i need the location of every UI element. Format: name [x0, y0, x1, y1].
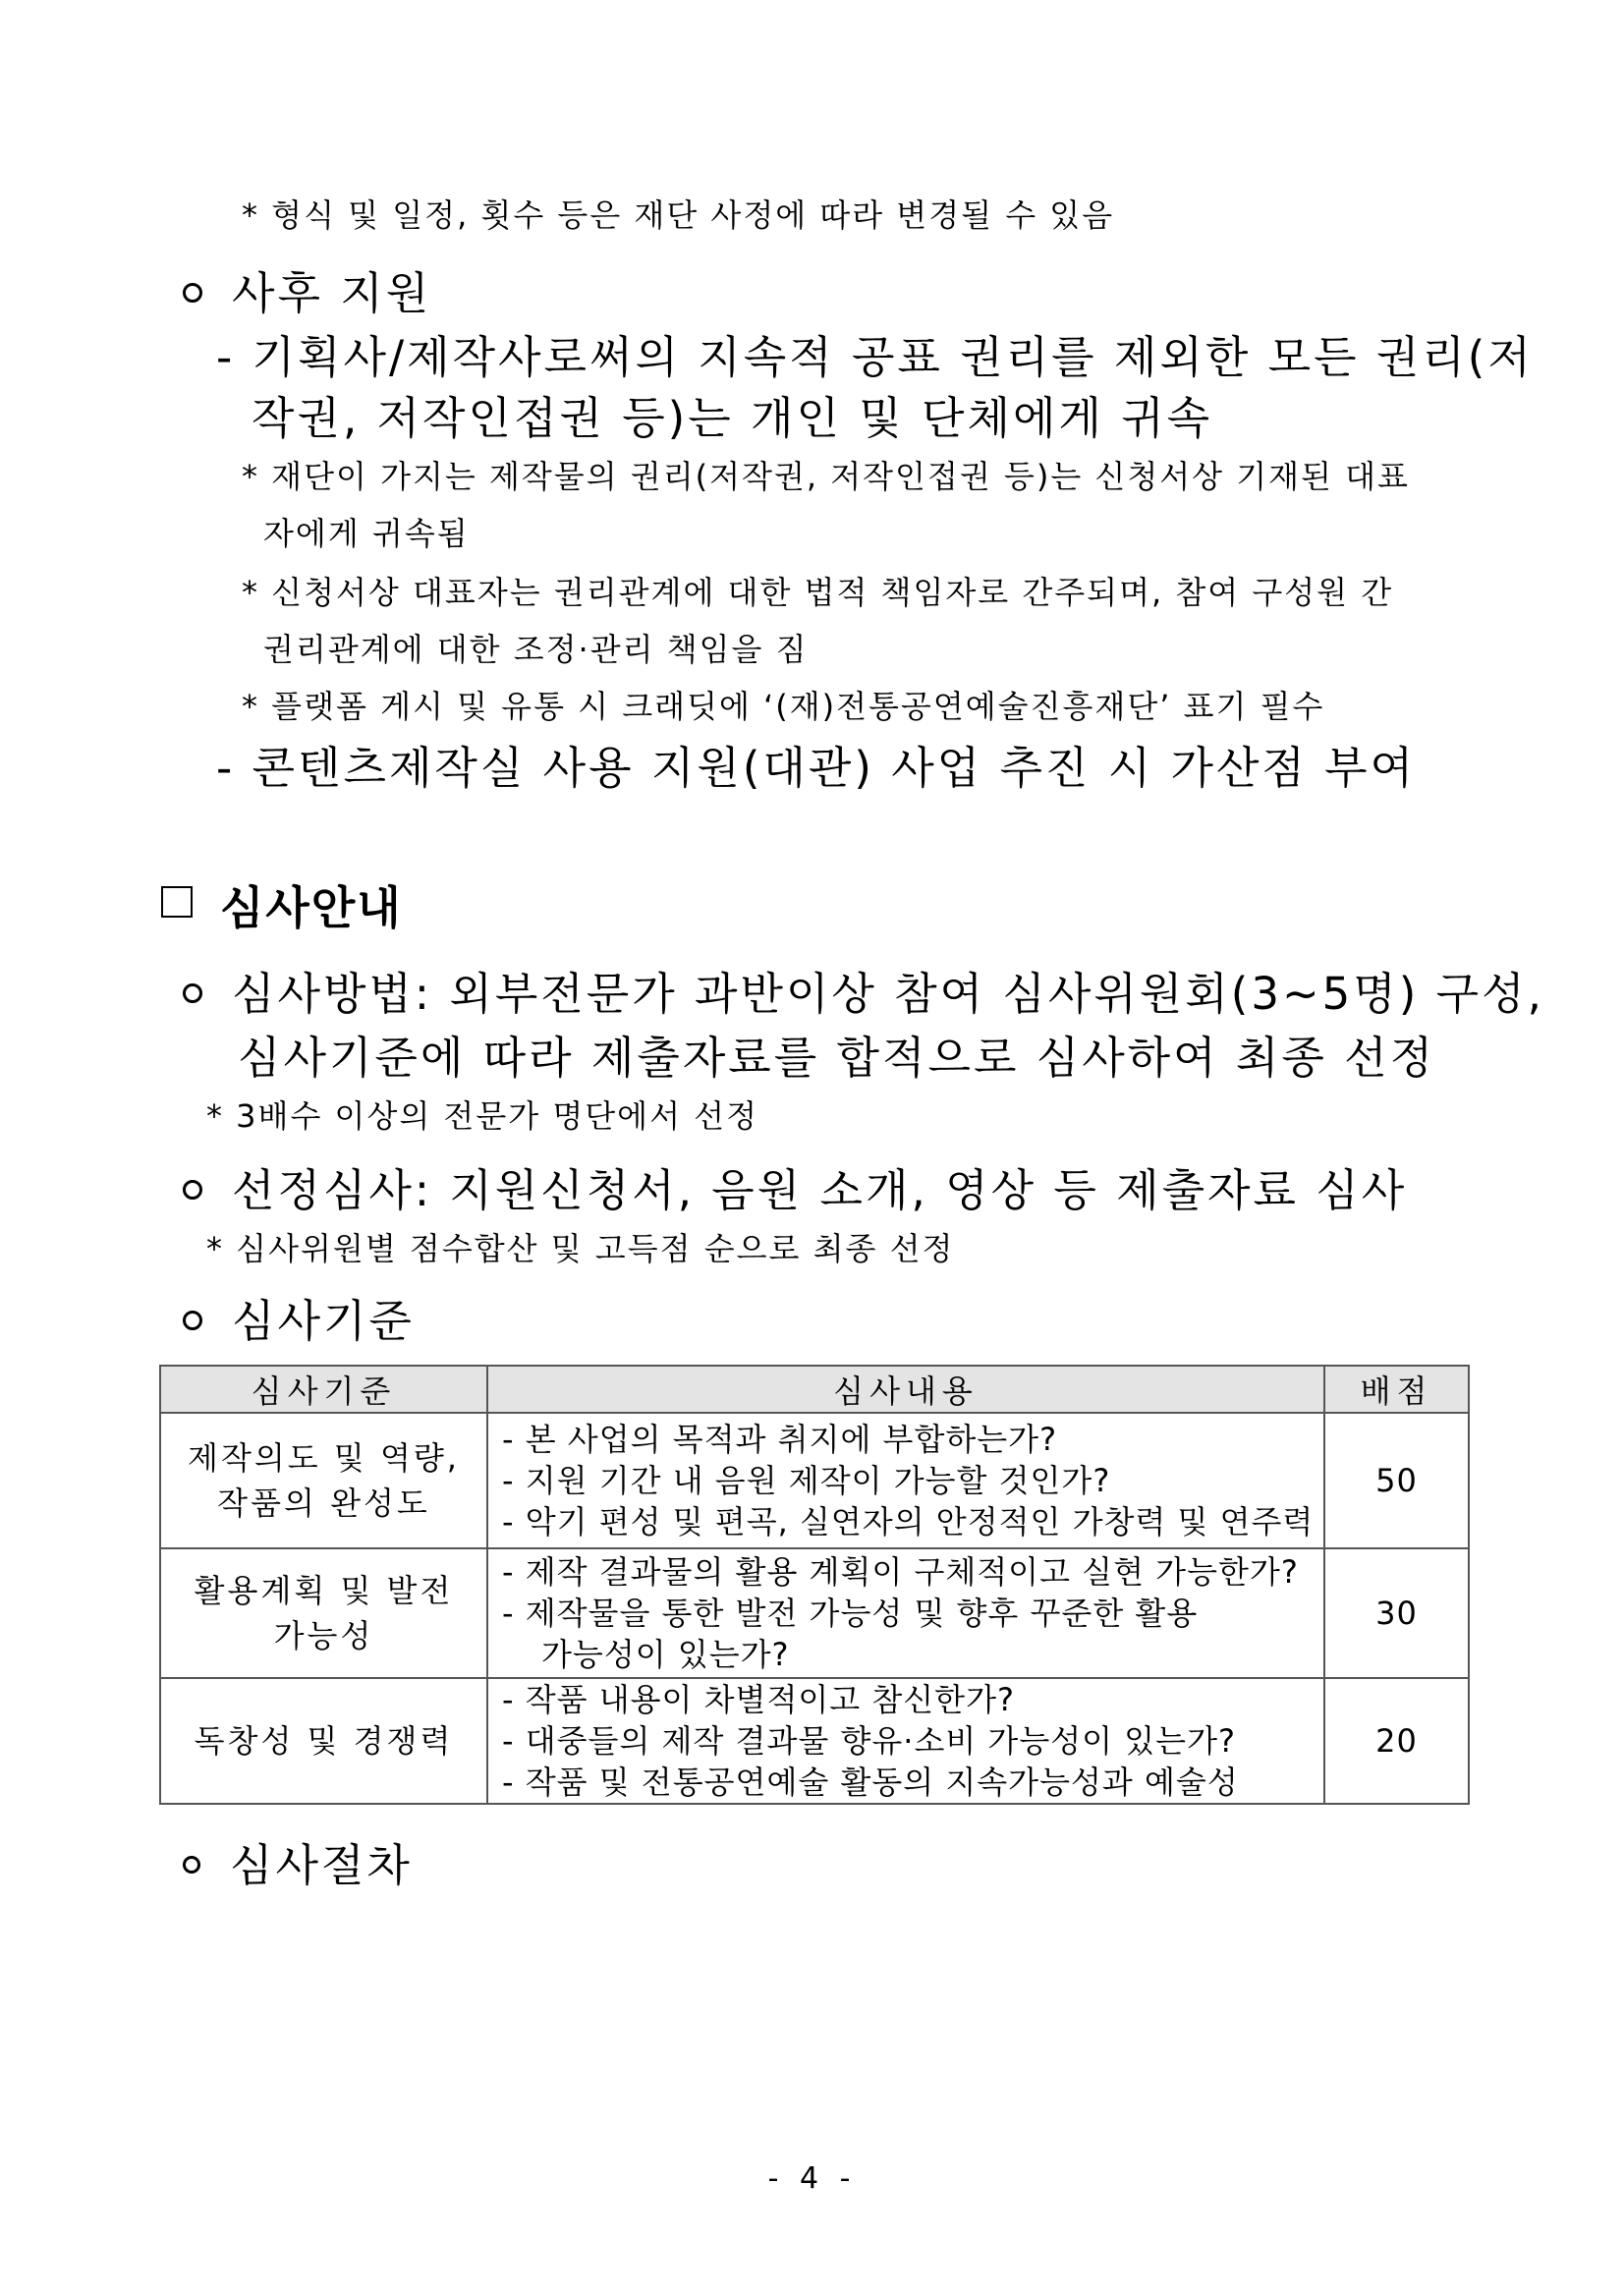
content-item-continuation: 가능성이 있는가?: [541, 1636, 790, 1673]
content-item: - 지원 기간 내 음원 제작이 가능할 것인가?: [502, 1462, 1111, 1499]
procedure-heading-label: 심사절차: [230, 1839, 413, 1891]
rights-line-1: - 기획사/제작사로써의 지속적 공표 권리를 제외한 모든 권리(저: [216, 331, 1534, 383]
header-criterion: 심사기준: [160, 1366, 487, 1413]
score-cell: 20: [1324, 1678, 1469, 1804]
criterion-cell: [160, 1548, 487, 1678]
selection-line: [183, 1154, 1407, 1218]
content-item: - 작품 내용이 차별적이고 참신한가?: [502, 1681, 1015, 1718]
circle-bullet-icon: [183, 1180, 202, 1200]
table-row: [160, 1678, 1469, 1804]
content-item: - 작품 및 전통공연예술 활동의 지속가능성과 예술성: [502, 1764, 1239, 1801]
table-row: [160, 1548, 1469, 1678]
rights-line-2: 작권, 저작인접권 등)는 개인 및 단체에게 귀속: [252, 392, 1213, 444]
circle-bullet-icon: [183, 283, 202, 303]
criterion-cell: [160, 1678, 487, 1804]
page-number: - 4 -: [767, 2161, 857, 2196]
header-content: 심사내용: [487, 1366, 1324, 1413]
post-support-heading: [183, 257, 431, 321]
content-item: - 제작 결과물의 활용 계획이 구체적이고 실현 가능한가?: [502, 1553, 1299, 1591]
criterion-cell: [160, 1413, 487, 1548]
criterion-line: 작품의 완성도: [217, 1484, 430, 1522]
criteria-heading: [183, 1285, 415, 1349]
post-support-label: 사후 지원: [232, 267, 432, 319]
note-schedule: * 형식 및 일정, 횟수 등은 재단 사정에 따라 변경될 수 있음: [242, 196, 1115, 234]
content-item: - 대중들의 제작 결과물 향유·소비 가능성이 있는가?: [502, 1722, 1236, 1760]
note-score: * 심사위원별 점수합산 및 고득점 순으로 최종 선정: [206, 1230, 955, 1267]
table-header-row: [160, 1366, 1469, 1413]
circle-bullet-icon: [183, 983, 202, 1003]
circle-bullet-icon: [183, 1311, 202, 1330]
note-foundation-line-1: * 재단이 가지는 제작물의 권리(저작권, 저작인접권 등)는 신청서상 기재된 대표: [242, 458, 1410, 495]
table-row: [160, 1413, 1469, 1548]
method-label: 심사방법: 외부전문가 과반이상 참여 심사위원회(3~5명) 구성,: [232, 968, 1544, 1020]
score-cell: 50: [1324, 1413, 1469, 1548]
criteria-heading-label: 심사기준: [232, 1295, 415, 1347]
circle-bullet-icon: [183, 1856, 200, 1874]
content-cell: [487, 1678, 1324, 1804]
header-score: 배점: [1324, 1366, 1469, 1413]
note-rep-line-1: * 신청서상 대표자는 권리관계에 대한 법적 책임자로 간주되며, 참여 구성원 간: [242, 574, 1394, 611]
note-pool: * 3배수 이상의 전문가 명단에서 선정: [206, 1097, 758, 1135]
content-item: - 제작물을 통한 발전 가능성 및 향후 꾸준한 활용: [502, 1595, 1199, 1632]
content-item: - 본 사업의 목적과 취지에 부합하는가?: [502, 1421, 1058, 1458]
method-line-2: 심사기준에 따라 제출자료를 합적으로 심사하여 최종 선정: [238, 1032, 1436, 1084]
content-cell: [487, 1413, 1324, 1548]
note-credit: * 플랫폼 게시 및 유통 시 크래딧에 ‘(재)전통공연예술진흥재단’ 표기 필수: [242, 688, 1325, 725]
checkbox-square-icon: [161, 886, 193, 918]
note-rep-line-2: 권리관계에 대한 조정·관리 책임을 짐: [263, 631, 809, 668]
method-line-1: [183, 958, 1544, 1022]
score-cell: 30: [1324, 1548, 1469, 1678]
criteria-table: [159, 1365, 1470, 1805]
note-foundation-line-2: 자에게 귀속됨: [263, 515, 470, 552]
criterion-line: 제작의도 및 역량,: [188, 1439, 460, 1477]
section-title: 심사안내: [220, 881, 403, 934]
content-item: - 악기 편성 및 편곡, 실연자의 안정적인 가창력 및 연주력: [502, 1503, 1315, 1540]
selection-label: 선정심사: 지원신청서, 음원 소개, 영상 등 제출자료 심사: [232, 1164, 1408, 1216]
content-cell: [487, 1548, 1324, 1678]
criterion-line: 가능성: [273, 1617, 374, 1654]
criterion-line: 활용계획 및 발전: [194, 1572, 454, 1609]
bonus-line: - 콘텐츠제작실 사용 지원(대관) 사업 추진 시 가산점 부여: [216, 742, 1417, 794]
criterion-line: 독창성 및 경쟁력: [194, 1722, 454, 1760]
procedure-heading: [183, 1829, 413, 1893]
